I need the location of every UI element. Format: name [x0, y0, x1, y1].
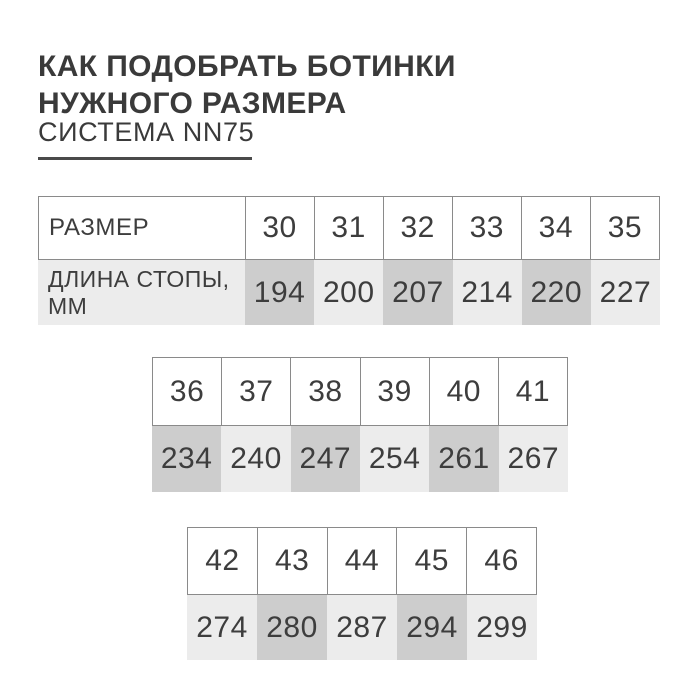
- length-cell: 261: [429, 426, 498, 492]
- size-cell: 39: [360, 358, 429, 425]
- length-cell: 214: [453, 260, 522, 325]
- size-cell: 35: [590, 197, 659, 259]
- length-cell: 299: [467, 595, 537, 660]
- size-cell: 30: [245, 197, 314, 259]
- size-cell: 37: [221, 358, 290, 425]
- length-cell: 200: [314, 260, 383, 325]
- length-row-label: [38, 260, 245, 325]
- size-cell: 46: [466, 528, 536, 594]
- size-cell: 32: [383, 197, 452, 259]
- size-header-row: [187, 527, 537, 595]
- length-cell: 267: [499, 426, 568, 492]
- length-cell: 247: [291, 426, 360, 492]
- page-title-line1: КАК ПОДОБРАТЬ БОТИНКИ: [38, 50, 456, 84]
- length-cell: 234: [152, 426, 221, 492]
- length-cell: 240: [221, 426, 290, 492]
- page-title: [38, 48, 456, 122]
- size-cell: 36: [169, 374, 205, 408]
- length-value-row: [187, 595, 537, 660]
- size-cell: 42: [205, 544, 240, 577]
- size-row-label: РАЗМЕР: [49, 214, 150, 241]
- size-cell: 40: [429, 358, 498, 425]
- size-cell: 44: [327, 528, 397, 594]
- system-subtitle: СИСТЕМА NN75: [38, 117, 255, 147]
- size-table-36-41: [152, 357, 568, 492]
- subtitle-underline: [38, 157, 252, 160]
- length-cell: 227: [591, 260, 660, 325]
- length-cell: 220: [522, 260, 591, 325]
- size-cell: 41: [498, 358, 567, 425]
- length-cell: 274: [187, 595, 257, 660]
- size-table-30-35: [38, 196, 660, 325]
- size-cell: 43: [257, 528, 327, 594]
- length-cell: 280: [257, 595, 327, 660]
- size-cell: 33: [452, 197, 521, 259]
- size-cell: 38: [290, 358, 359, 425]
- length-cell: 207: [383, 260, 452, 325]
- size-table-42-46: [187, 527, 537, 660]
- length-row-label-line1: ДЛИНА СТОПЫ,: [48, 265, 230, 292]
- size-cell: 34: [521, 197, 590, 259]
- size-header-row: [38, 196, 660, 260]
- size-header-row: [152, 357, 568, 426]
- page-title-line2: НУЖНОГО РАЗМЕРА: [38, 87, 347, 121]
- length-row-label-line2: ММ: [48, 292, 88, 319]
- length-value-row: [38, 260, 660, 325]
- length-cell: 294: [397, 595, 467, 660]
- size-cell: 45: [396, 528, 466, 594]
- length-cell: 254: [360, 426, 429, 492]
- length-cell: 194: [245, 260, 314, 325]
- length-value-row: [152, 426, 568, 492]
- size-cell: 31: [314, 197, 383, 259]
- length-cell: 287: [327, 595, 397, 660]
